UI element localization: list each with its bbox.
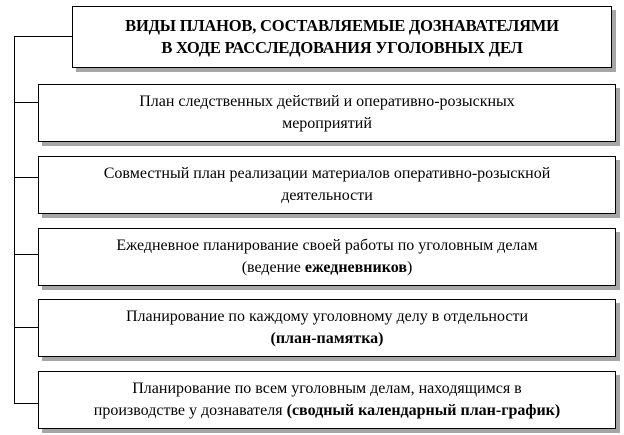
connector-item-1 (14, 102, 38, 103)
plan-type-4-line-1: Планирование по каждому уголовному делу в отдельности (125, 308, 528, 325)
diagram-title (117, 15, 567, 59)
connector-item-2 (14, 177, 38, 178)
connector-item-3 (14, 254, 38, 255)
plan-type-4-line-2-bold: (план-памятка) (270, 330, 384, 347)
connector-trunk (14, 36, 15, 404)
connector-item-5 (14, 403, 38, 404)
plan-type-text-3 (108, 235, 545, 279)
plan-type-2-line-1: Совместный план реализации материалов оперативно-розыскной (103, 165, 551, 182)
plan-type-text-2 (96, 163, 559, 207)
plan-type-box-1 (38, 84, 616, 142)
plan-type-text-4 (118, 306, 536, 350)
plan-type-1-line-1: План следственных действий и оперативно-розыскных (139, 93, 515, 110)
plan-type-3-line-2-prefix: (ведение (241, 259, 305, 276)
plan-type-box-2 (38, 156, 616, 214)
diagram-title-box (72, 6, 612, 68)
plan-type-text-5 (86, 378, 568, 422)
title-line-2: В ХОДЕ РАССЛЕДОВАНИЯ УГОЛОВНЫХ ДЕЛ (161, 38, 523, 57)
plan-type-1-line-2: мероприятий (282, 115, 372, 132)
plan-type-3-line-2-bold: ежедневников (304, 259, 407, 276)
plan-type-5-line-2-prefix: производстве у дознавателя (93, 402, 287, 419)
connector-item-4 (14, 327, 38, 328)
plan-type-box-4 (38, 299, 616, 357)
plan-type-3-line-1: Ежедневное планирование своей работы по уголовным делам (116, 237, 538, 254)
title-line-1: ВИДЫ ПЛАНОВ, СОСТАВЛЯЕМЫЕ ДОЗНАВАТЕЛЯМИ (125, 16, 559, 35)
plan-type-5-line-2-bold: (сводный календарный план-график) (286, 402, 561, 419)
plan-type-text-1 (131, 91, 523, 135)
plan-type-5-line-1: Планирование по всем уголовным делам, находящимся в (132, 380, 522, 397)
plan-type-box-5 (38, 371, 616, 429)
plan-type-2-line-2: деятельности (281, 187, 373, 204)
plan-type-3-line-2-suffix: ) (406, 259, 413, 276)
connector-title (14, 36, 72, 37)
plan-type-box-3 (38, 228, 616, 286)
